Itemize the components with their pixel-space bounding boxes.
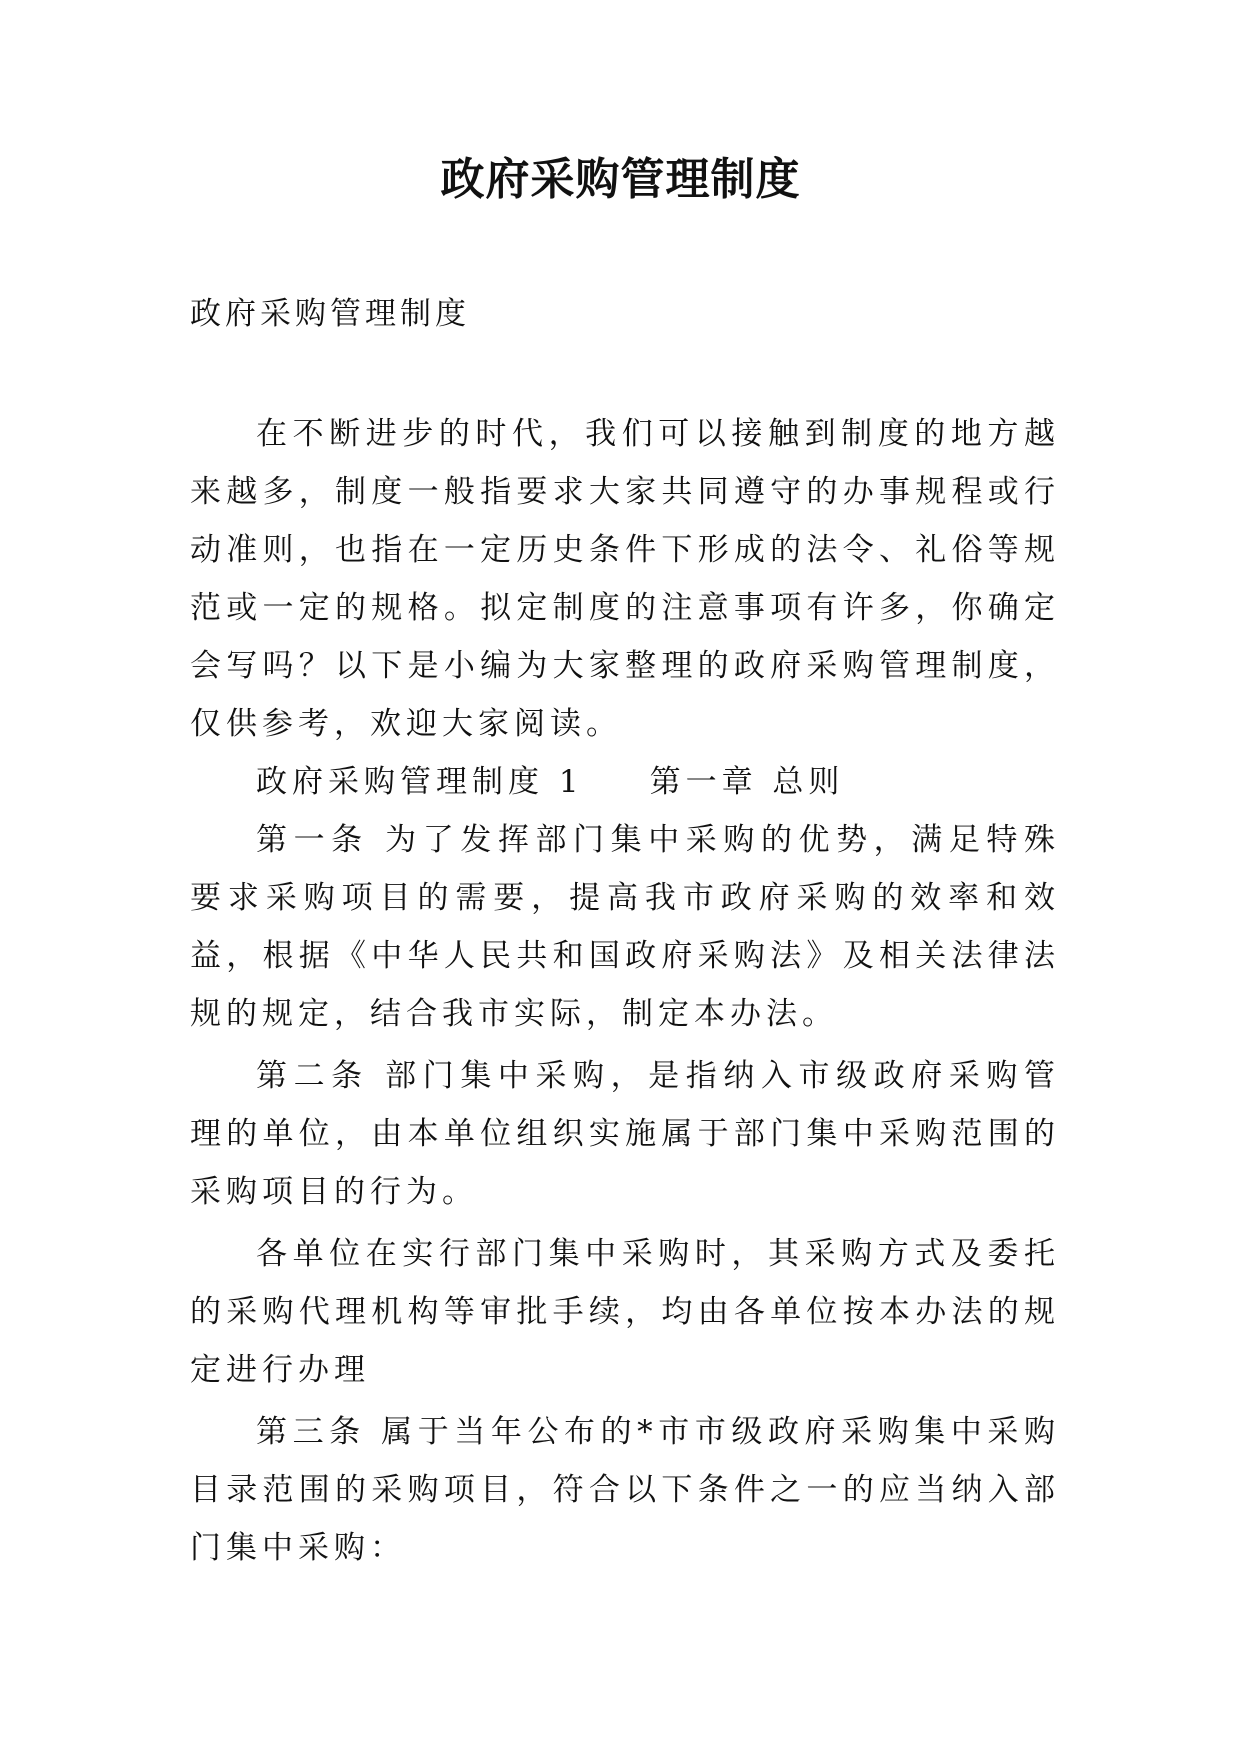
section-heading-label: 政府采购管理制度 1: [256, 764, 584, 800]
article-2-continued-paragraph: 各单位在实行部门集中采购时，其采购方式及委托的采购代理机构等审批手续，均由各单位按本办法的规定进行办理: [190, 1236, 1060, 1388]
article-3-paragraph: 第三条 属于当年公布的*市市级政府采购集中采购目录范围的采购项目，符合以下条件之一的应当纳入部门集中采购：: [190, 1414, 1060, 1566]
article-2-paragraph: 第二条 部门集中采购，是指纳入市级政府采购管理的单位，由本单位组织实施属于部门集中采购范围的采购项目的行为。: [190, 1058, 1060, 1210]
document-title: 政府采购管理制度: [440, 154, 801, 205]
section-heading: [190, 753, 1060, 811]
article-1-paragraph: 第一条 为了发挥部门集中采购的优势，满足特殊要求采购项目的需要，提高我市政府采购的效率和效益，根据《中华人民共和国政府采购法》及相关法律法规的规定，结合我市实际，制定本办法。: [190, 822, 1060, 1032]
intro-paragraph: 在不断进步的时代，我们可以接触到制度的地方越来越多，制度一般指要求大家共同遵守的办事规程或行动准则，也指在一定历史条件下形成的法令、礼俗等规范或一定的规格。拟定制度的注意事项有许多，你确定会写吗？以下是小编为大家整理的政府采购管理制度，仅供参考，欢迎大家阅读。: [190, 416, 1060, 742]
document-subtitle: 政府采购管理制度: [190, 296, 470, 332]
document-body: [190, 405, 1060, 1577]
chapter-heading: 第一章 总则: [649, 764, 845, 800]
